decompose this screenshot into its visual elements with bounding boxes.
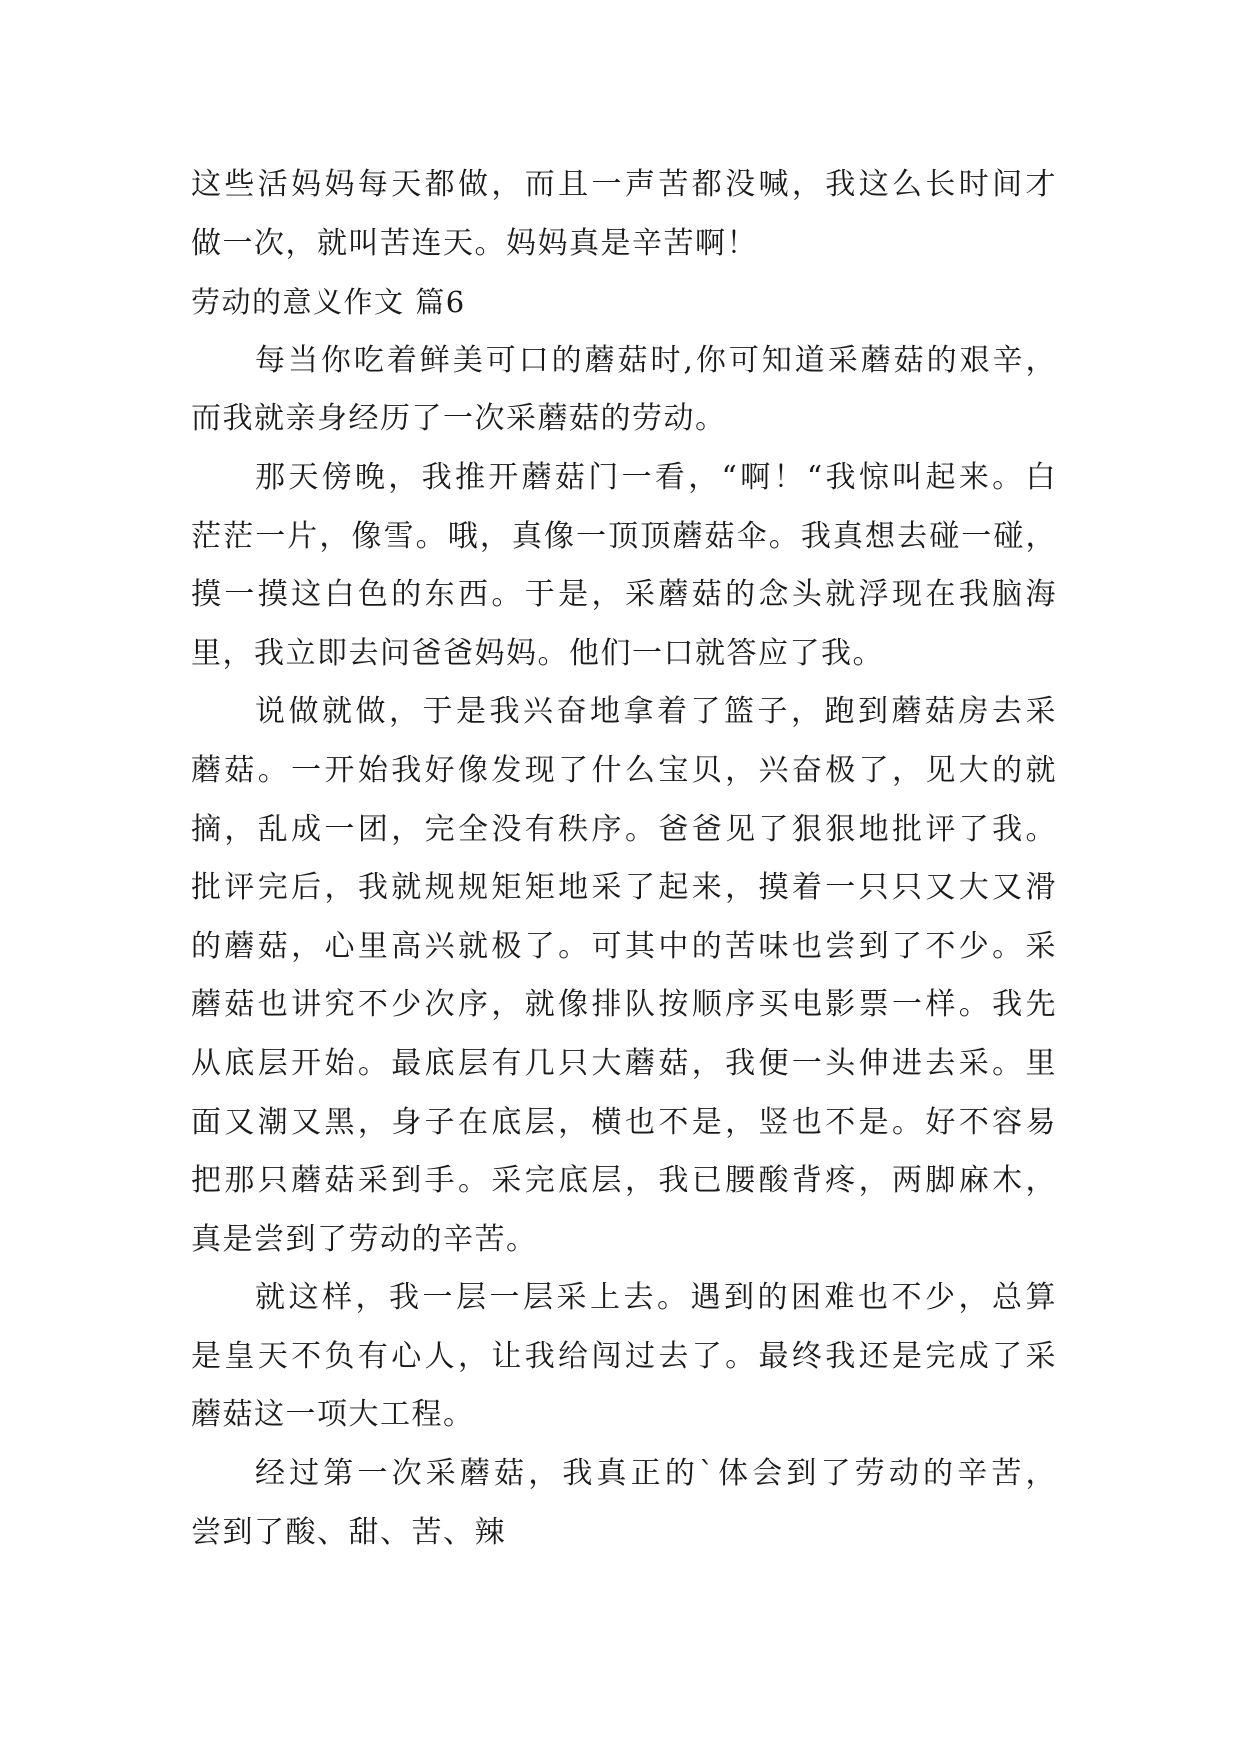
text-line: 里，我立即去问爸爸妈妈。他们一口就答应了我。 (191, 635, 884, 671)
text-line: 面又潮又黑，身子在底层，横也不是，竖也不是。好不容易 (191, 1104, 1057, 1140)
text-line: 摸一摸这白色的东西。于是，采蘑菇的念头就浮现在我脑海 (191, 577, 1057, 613)
paragraph (191, 683, 1057, 1269)
text-line: 的蘑菇，心里高兴就极了。可其中的苦味也尝到了不少。采 (191, 928, 1057, 964)
text-line: 那天傍晚，我推开蘑菇门一看，“啊！“我惊叫起来。白 (255, 459, 1057, 495)
paragraph (191, 1269, 1057, 1445)
paragraph (191, 332, 1057, 449)
text-line: 蘑菇也讲究不少次序，就像排队按顺序买电影票一样。我先 (191, 987, 1057, 1023)
text-line: 茫茫一片，像雪。哦，真像一顶顶蘑菇伞。我真想去碰一碰， (191, 518, 1057, 554)
document-body (191, 156, 1057, 1562)
text-line: 从底层开始。最底层有几只大蘑菇，我便一头伸进去采。里 (191, 1045, 1057, 1081)
paragraph (191, 449, 1057, 683)
paragraph-continuation (191, 156, 1057, 273)
text-line: 批评完后，我就规规矩矩地采了起来，摸着一只只又大又滑 (191, 870, 1057, 906)
text-line: 摘，乱成一团，完全没有秩序。爸爸见了狠狠地批评了我。 (191, 811, 1057, 847)
text-line: 说做就做，于是我兴奋地拿着了篮子，跑到蘑菇房去采 (255, 694, 1057, 730)
text-line: 蘑菇这一项大工程。 (191, 1397, 475, 1433)
paragraph (191, 1445, 1057, 1562)
text-line: 真是尝到了劳动的辛苦。 (191, 1221, 538, 1257)
text-line: 做一次，就叫苦连天。妈妈真是辛苦啊！ (191, 225, 758, 261)
text-line: 蘑菇。一开始我好像发现了什么宝贝，兴奋极了，见大的就 (191, 752, 1057, 788)
text-line: 这些活妈妈每天都做，而且一声苦都没喊，我这么长时间才 (191, 167, 1057, 202)
text-line: 就这样，我一层一层采上去。遇到的困难也不少，总算 (255, 1280, 1057, 1316)
text-line: 经过第一次采蘑菇，我真正的`体会到了劳动的辛苦， (255, 1456, 1057, 1492)
text-line: 每当你吃着鲜美可口的蘑菇时,你可知道采蘑菇的艰辛， (255, 342, 1057, 378)
text-line: 把那只蘑菇采到手。采完底层，我已腰酸背疼，两脚麻木， (191, 1163, 1057, 1199)
text-line: 而我就亲身经历了一次采蘑菇的劳动。 (191, 401, 727, 437)
text-line: 尝到了酸、甜、苦、辣 (191, 1514, 506, 1550)
section-heading: 劳动的意义作文 篇6 (191, 285, 466, 320)
text-line: 是皇天不负有心人，让我给闯过去了。最终我还是完成了采 (191, 1338, 1057, 1374)
